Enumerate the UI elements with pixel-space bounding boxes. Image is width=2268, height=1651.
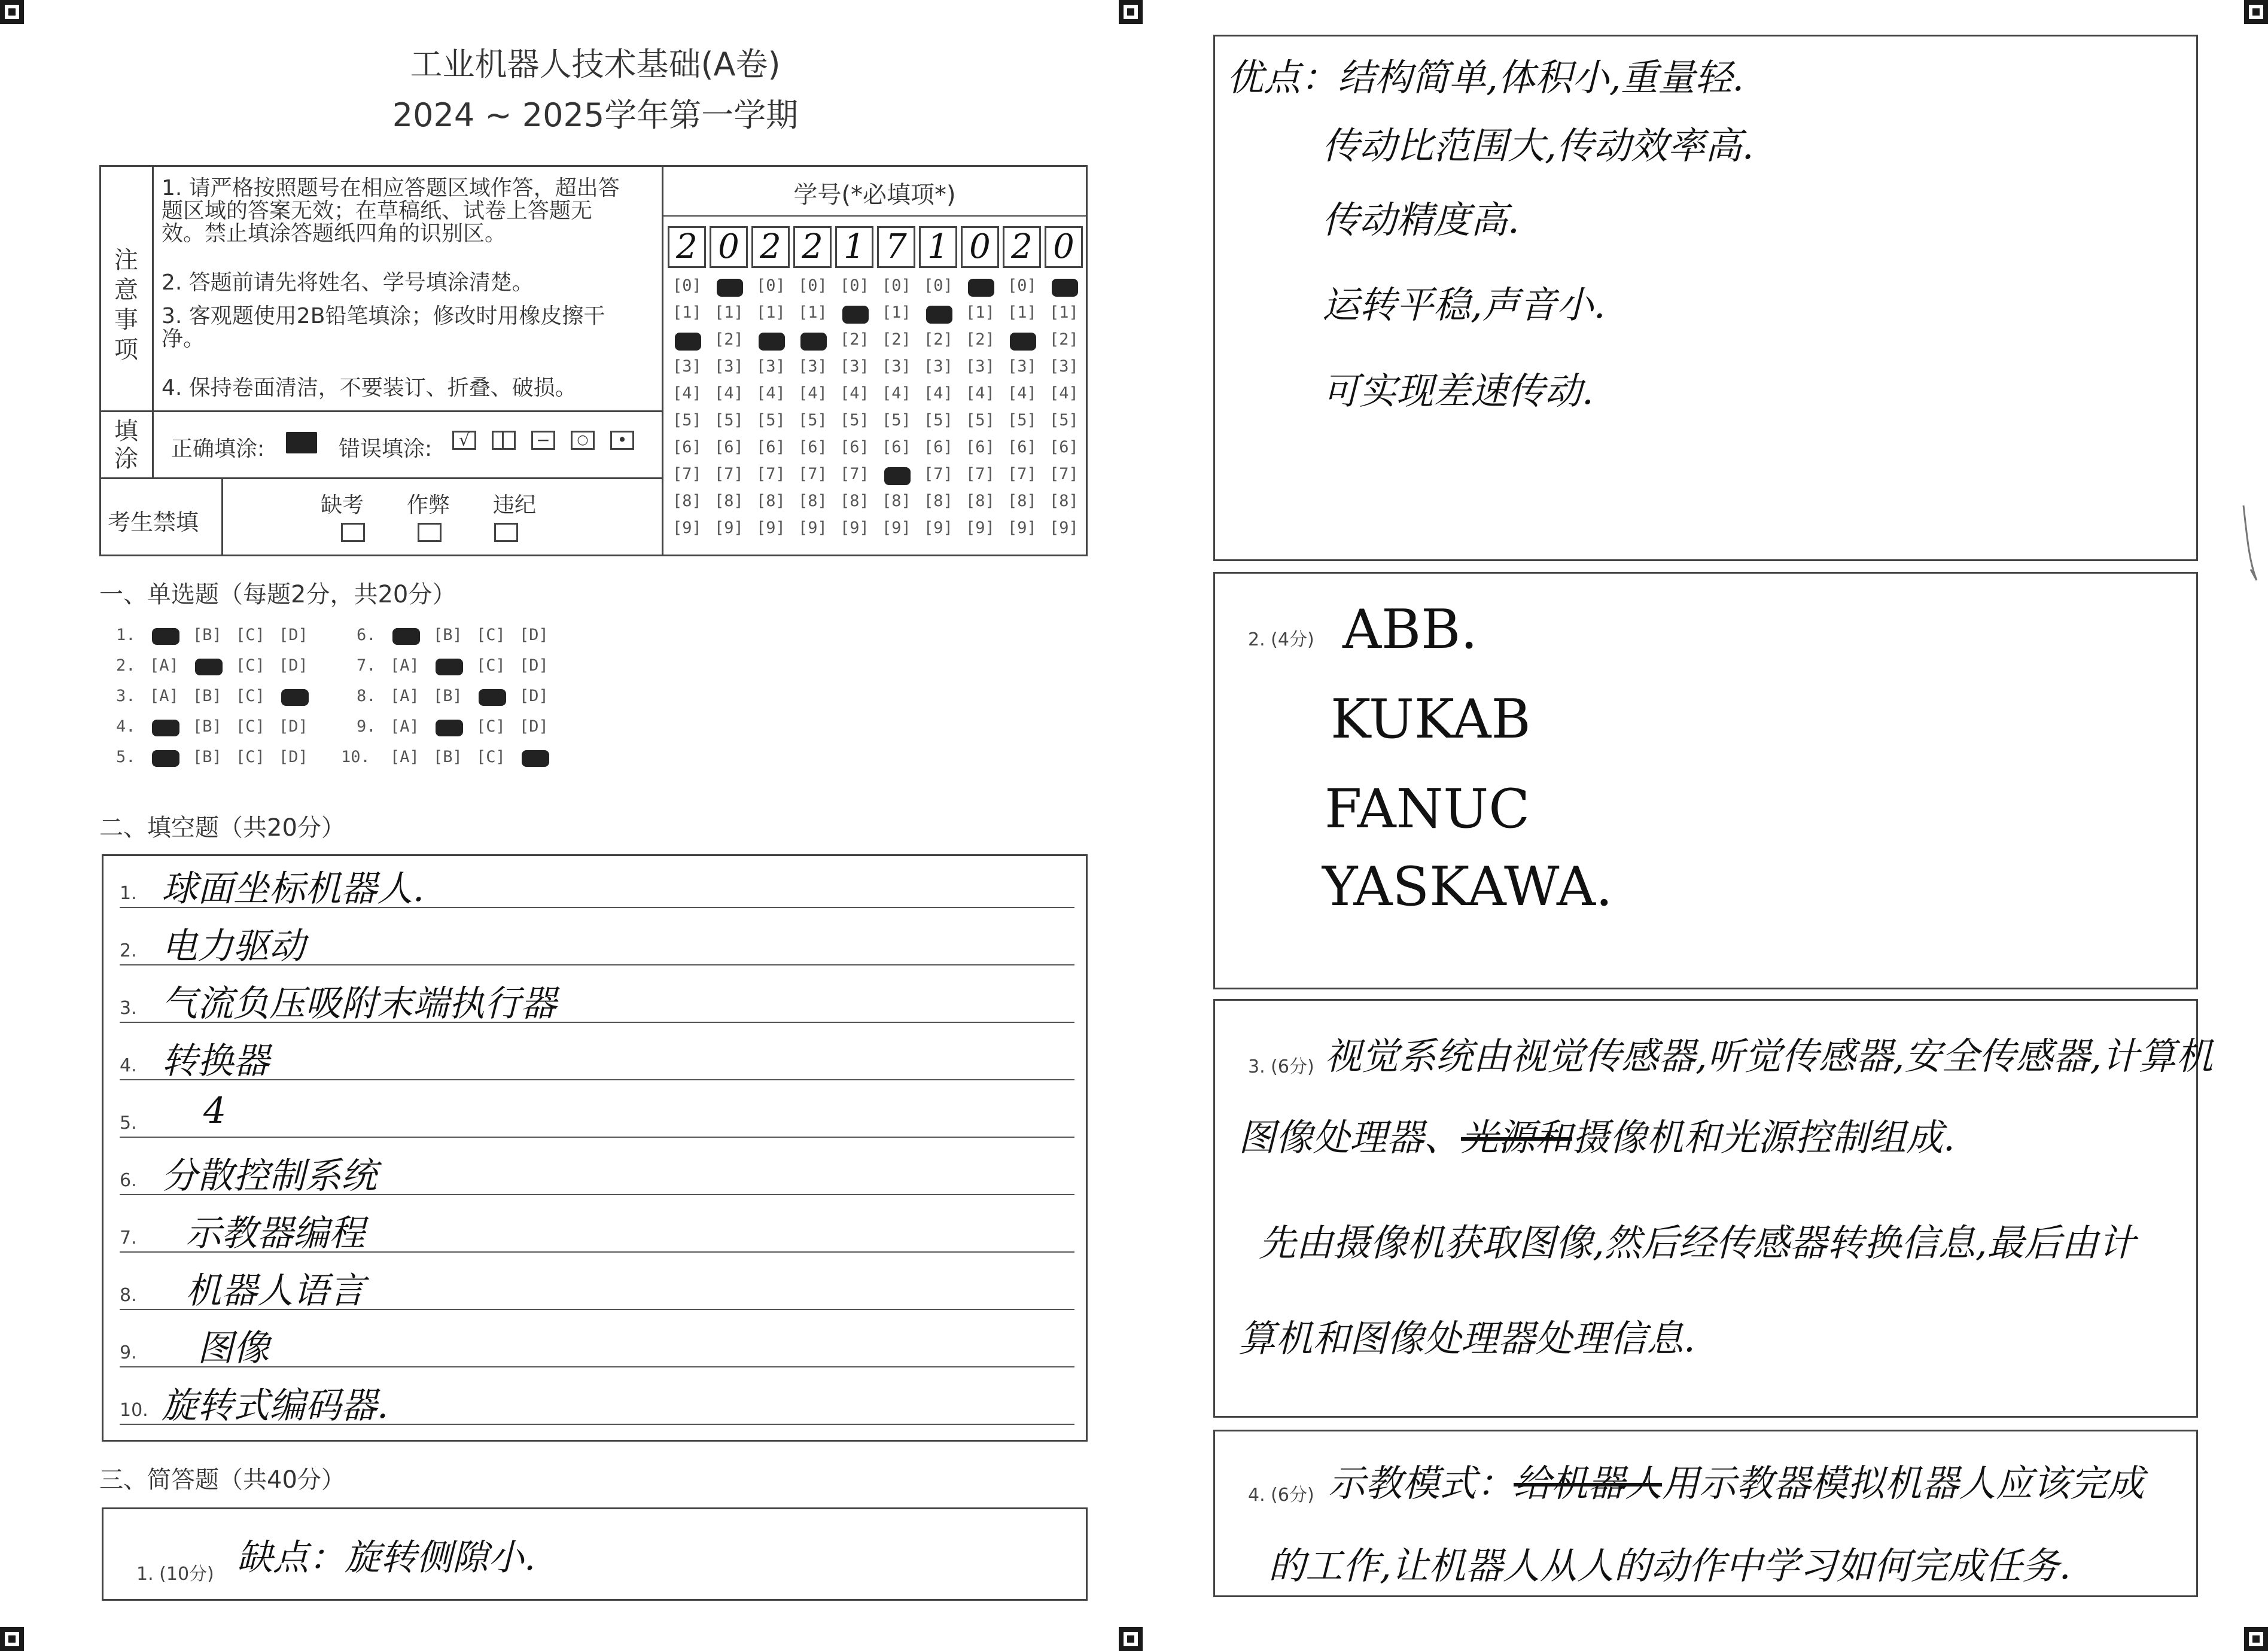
student-id-bubble: [2] [882,330,911,349]
mc-question-num: 10. [341,748,370,766]
student-id-bubble: [9] [840,519,869,537]
mc-option: [C] [476,748,506,766]
student-id-bubble: [7] [1007,465,1037,483]
wrong-mark-circle: ○ [571,431,595,450]
mc-option: [B] [193,717,222,736]
corner-marker-tr [2244,0,2268,24]
student-id-bubble-filled [842,306,869,324]
student-id-bubble: [7] [756,465,786,483]
student-id-bubble: [9] [1049,519,1079,537]
corner-marker-bl [0,1627,24,1651]
blank-num: 8. [120,1285,137,1306]
q1-answer-line1: 缺点：旋转侧隙小. [237,1537,536,1579]
wrong-mark-check: √ [452,431,476,450]
student-id-bubble: [6] [882,438,911,456]
mc-question-num: 8. [357,687,376,705]
student-id-bubble: [3] [756,357,786,376]
student-id-bubble: [5] [714,411,744,429]
student-id-bubble: [4] [1049,384,1079,403]
blank-num: 1. [120,883,137,904]
mc-option-filled [152,720,179,736]
student-id-bubble: [4] [840,384,869,403]
wrong-mark-half [492,431,516,450]
student-id-bubble: [2] [1049,330,1079,349]
q4-line2: 的工作,让机器人从人的动作中学习如何完成任务. [1268,1544,2071,1588]
student-id-bubble: [8] [924,492,953,510]
mc-option: [B] [193,687,222,705]
student-id-bubble: [0] [882,276,911,295]
fill-label: 填涂 [114,418,138,473]
q2-line1: ABB. [1342,598,1478,661]
q3-line1: 视觉系统由视觉传感器,听觉传感器,安全传感器,计算机 [1325,1034,2214,1078]
mc-option: [B] [433,748,462,766]
student-id-digit: 2 [1003,226,1041,268]
student-id-bubble: [1] [714,303,744,322]
mc-question-num: 4. [116,717,136,736]
student-id-bubble: [4] [966,384,995,403]
student-id-bubble: [9] [924,519,953,537]
forbidden-absent: 缺考 [321,493,364,517]
mc-option: [D] [279,656,308,675]
student-id-bubble: [8] [840,492,869,510]
student-id-bubble: [5] [756,411,786,429]
section3-title: 三、简答题（共40分） [99,1466,345,1494]
blank-answer: 电力驱动 [162,925,305,967]
mc-option: [C] [236,748,265,766]
student-id-bubble: [0] [924,276,953,295]
mc-option: [C] [476,717,506,736]
student-id-bubble: [2] [714,330,744,349]
corner-marker-tl [0,0,24,24]
fill-correct-sample [286,432,317,453]
student-id-bubble: [9] [882,519,911,537]
student-id-bubble: [8] [1007,492,1037,510]
mc-option: [D] [519,717,549,736]
mc-option: [D] [279,626,308,644]
q1-continued-line: 可实现差速传动. [1322,369,1594,413]
student-id-bubble: [1] [966,303,995,322]
student-id-bubble: [0] [756,276,786,295]
student-id-bubble: [7] [840,465,869,483]
mc-option: [B] [193,626,222,644]
student-id-bubble: [6] [756,438,786,456]
student-id-bubble: [0] [1007,276,1037,295]
wrong-mark-dot: • [610,431,634,450]
student-id-bubble: [4] [924,384,953,403]
mc-option-filled [436,720,463,736]
student-id-bubble: [3] [966,357,995,376]
student-id-digit: 0 [961,226,999,268]
mc-option: [C] [236,717,265,736]
student-id-bubble: [2] [924,330,953,349]
page-title: 工业机器人技术基础(A卷) [410,45,781,83]
student-id-bubble: [2] [966,330,995,349]
notice-item-3: 3. 客观题使用2B铅笔填涂；修改时用橡皮擦干净。 [162,304,605,351]
forbidden-cheat-box [418,523,442,542]
blank-num: 7. [120,1227,137,1248]
q2-line4: YASKAWA. [1322,855,1613,918]
student-id-bubble-filled [1010,333,1036,351]
student-id-bubble: [6] [924,438,953,456]
student-id-bubble: [6] [672,438,702,456]
blank-answer: 示教器编程 [185,1213,365,1254]
mc-option: [A] [150,656,179,675]
mc-option-filled [152,750,179,767]
mc-option: [D] [279,717,308,736]
student-id-bubble: [3] [714,357,744,376]
student-id-bubble: [0] [672,276,702,295]
mc-question-num: 9. [357,717,376,736]
blank-num: 9. [120,1342,137,1363]
student-id-bubble-filled [717,279,743,297]
student-id-bubble: [3] [924,357,953,376]
q2-num: 2. (4分) [1248,629,1314,650]
student-id-bubble: [8] [1049,492,1079,510]
blank-answer: 转换器 [162,1040,269,1082]
student-id-bubble: [7] [924,465,953,483]
student-id-bubble: [7] [1049,465,1079,483]
student-id-bubble-filled [800,333,827,351]
answer-line [120,1137,1074,1138]
student-id-bubble: [5] [966,411,995,429]
blank-answer: 球面坐标机器人. [162,868,425,910]
q2-line3: FANUC [1325,778,1530,840]
mc-option: [B] [433,687,462,705]
blank-answer: 4 [203,1090,227,1132]
student-id-bubble: [1] [798,303,827,322]
student-id-bubble: [1] [1049,303,1079,322]
student-id-bubble: [9] [756,519,786,537]
student-id-bubble: [5] [1007,411,1037,429]
section2-title: 二、填空题（共20分） [99,814,345,842]
mc-question-num: 5. [116,748,136,766]
mc-option: [B] [433,626,462,644]
q3-num: 3. (6分) [1248,1056,1314,1077]
blank-num: 4. [120,1055,137,1076]
q1-continued-line: 运转平稳,声音小. [1322,283,1606,327]
student-id-bubble: [5] [1049,411,1079,429]
blank-num: 10. [120,1400,148,1421]
mc-option: [D] [519,687,549,705]
student-id-digit: 0 [1045,226,1083,268]
section1-title: 一、单选题（每题2分，共20分） [99,581,456,608]
student-id-bubble: [8] [756,492,786,510]
student-id-bubble-filled [759,333,785,351]
mc-option-filled [479,689,506,706]
blank-answer: 机器人语言 [185,1270,365,1312]
mc-question-num: 3. [116,687,136,705]
student-id-bubble: [6] [840,438,869,456]
student-id-bubble: [6] [798,438,827,456]
student-id-bubble: [7] [672,465,702,483]
mc-question-num: 2. [116,656,136,675]
student-id-bubble: [9] [966,519,995,537]
mc-option: [B] [193,748,222,766]
student-id-bubble: [2] [840,330,869,349]
student-id-bubble: [7] [798,465,827,483]
student-id-bubble: [9] [1007,519,1037,537]
mc-option-filled [152,628,179,645]
blank-num: 6. [120,1170,137,1191]
q4-line1: 示教模式：给机器人用示教器模拟机器人应该完成 [1328,1461,2145,1505]
student-id-bubble: [3] [1007,357,1037,376]
student-id-bubble: [4] [672,384,702,403]
mc-option: [A] [390,748,419,766]
blank-num: 5. [120,1113,137,1134]
q1-continued-line: 优点：结构简单,体积小,重量轻. [1226,56,1745,99]
student-id-bubble: [7] [714,465,744,483]
student-id-bubble: [8] [882,492,911,510]
q4-num: 4. (6分) [1248,1485,1314,1506]
student-id-bubble: [5] [882,411,911,429]
student-id-bubble: [5] [672,411,702,429]
student-id-bubble: [9] [714,519,744,537]
student-id-bubble: [8] [798,492,827,510]
fill-wrong-label: 错误填涂: [339,437,433,461]
mc-option: [C] [236,656,265,675]
page-subtitle: 2024 ~ 2025学年第一学期 [392,96,799,134]
student-id-bubble: [1] [882,303,911,322]
mc-question-num: 6. [357,626,376,644]
mc-option: [C] [476,626,506,644]
student-id-bubble: [9] [672,519,702,537]
student-id-bubble: [4] [756,384,786,403]
student-id-bubble: [1] [756,303,786,322]
blank-answer: 旋转式编码器. [162,1385,389,1427]
q2-line2: KUKAB [1331,688,1531,751]
student-id-bubble-filled [675,333,701,351]
student-id-bubble: [4] [1007,384,1037,403]
student-id-bubble: [3] [840,357,869,376]
mc-option-filled [195,659,223,675]
q1-continued-line: 传动比范围大,传动效率高. [1322,124,1754,167]
forbidden-label: 考生禁填 [108,509,199,535]
student-id-bubble: [9] [798,519,827,537]
q1-continued-line: 传动精度高. [1322,198,1520,242]
notice-item-1: 1. 请严格按照题号在相应答题区域作答，超出答题区域的答案无效；在草稿纸、试卷上答题无效。禁止填涂答题纸四角的识别区。 [162,176,620,246]
student-id-digit: 2 [668,226,706,268]
mc-option: [D] [279,748,308,766]
notice-label: 注意事项 [114,246,138,364]
student-id-bubble: [1] [672,303,702,322]
mc-option: [D] [519,656,549,675]
forbidden-absent-box [341,523,365,542]
forbidden-violation-box [494,523,518,542]
student-id-bubble: [3] [798,357,827,376]
q3-line4: 算机和图像处理器处理信息. [1238,1317,1695,1360]
mc-option: [A] [150,687,179,705]
q3-line2: 图像处理器、光源和摄像机和光源控制组成. [1238,1116,1955,1159]
student-id-bubble: [6] [1007,438,1037,456]
student-id-bubble: [7] [966,465,995,483]
student-id-bubble-filled [926,306,952,324]
blank-answer: 图像 [197,1327,269,1369]
student-id-bubble: [0] [840,276,869,295]
mc-option: [C] [236,687,265,705]
mc-option-filled [436,659,463,675]
student-id-bubble: [6] [1049,438,1079,456]
student-id-bubble: [5] [840,411,869,429]
student-id-bubble: [3] [672,357,702,376]
mc-option: [A] [390,656,419,675]
student-id-bubble: [8] [966,492,995,510]
corner-marker-tm [1119,0,1143,24]
fill-correct-label: 正确填涂: [171,437,265,461]
blank-answer: 分散控制系统 [162,1155,377,1197]
student-id-bubble: [3] [882,357,911,376]
blank-num: 3. [120,998,137,1019]
student-id-bubble: [8] [714,492,744,510]
student-id-bubble-filled [884,467,911,485]
notice-item-4: 4. 保持卷面清洁，不要装订、折叠、破损。 [162,376,577,400]
student-id-digit: 7 [877,226,915,268]
mc-option-filled [522,750,549,767]
student-id-bubble: [6] [966,438,995,456]
student-id-bubble: [8] [672,492,702,510]
mc-question-num: 1. [116,626,136,644]
mc-option: [A] [390,717,419,736]
student-id-digit: 2 [793,226,832,268]
student-id-bubble: [4] [714,384,744,403]
student-id-bubble: [1] [1007,303,1037,322]
student-id-bubble: [5] [798,411,827,429]
mc-option: [C] [236,626,265,644]
corner-marker-bm [1119,1627,1143,1651]
student-id-digit: 1 [919,226,957,268]
student-id-digit: 1 [835,226,873,268]
student-id-bubble: [5] [924,411,953,429]
wrong-mark-dash: − [531,431,555,450]
pen-mark [2239,502,2268,592]
mc-option: [A] [390,687,419,705]
student-id-bubble: [6] [714,438,744,456]
corner-marker-br [2244,1627,2268,1651]
student-id-digit: 2 [751,226,790,268]
student-id-bubble: [4] [882,384,911,403]
student-id-bubble: [0] [798,276,827,295]
student-id-bubble: [3] [1049,357,1079,376]
forbidden-violation: 违纪 [493,493,537,517]
q3-line3: 先由摄像机获取图像,然后经传感器转换信息,最后由计 [1259,1221,2136,1265]
student-id-bubble-filled [968,279,994,297]
blank-answer: 气流负压吸附末端执行器 [162,983,556,1025]
forbidden-cheat: 作弊 [407,493,450,517]
mc-option: [D] [519,626,549,644]
blank-num: 2. [120,940,137,961]
mc-option-filled [392,628,420,645]
notice-item-2: 2. 答题前请先将姓名、学号填涂清楚。 [162,270,534,295]
student-id-bubble-filled [1052,279,1078,297]
student-id-label: 学号(*必填项*) [793,181,956,209]
student-id-digit: 0 [710,226,748,268]
mc-question-num: 7. [357,656,376,675]
q1-num: 1. (10分) [136,1564,214,1585]
mc-option-filled [281,689,309,706]
mc-option: [C] [476,656,506,675]
student-id-bubble: [4] [798,384,827,403]
